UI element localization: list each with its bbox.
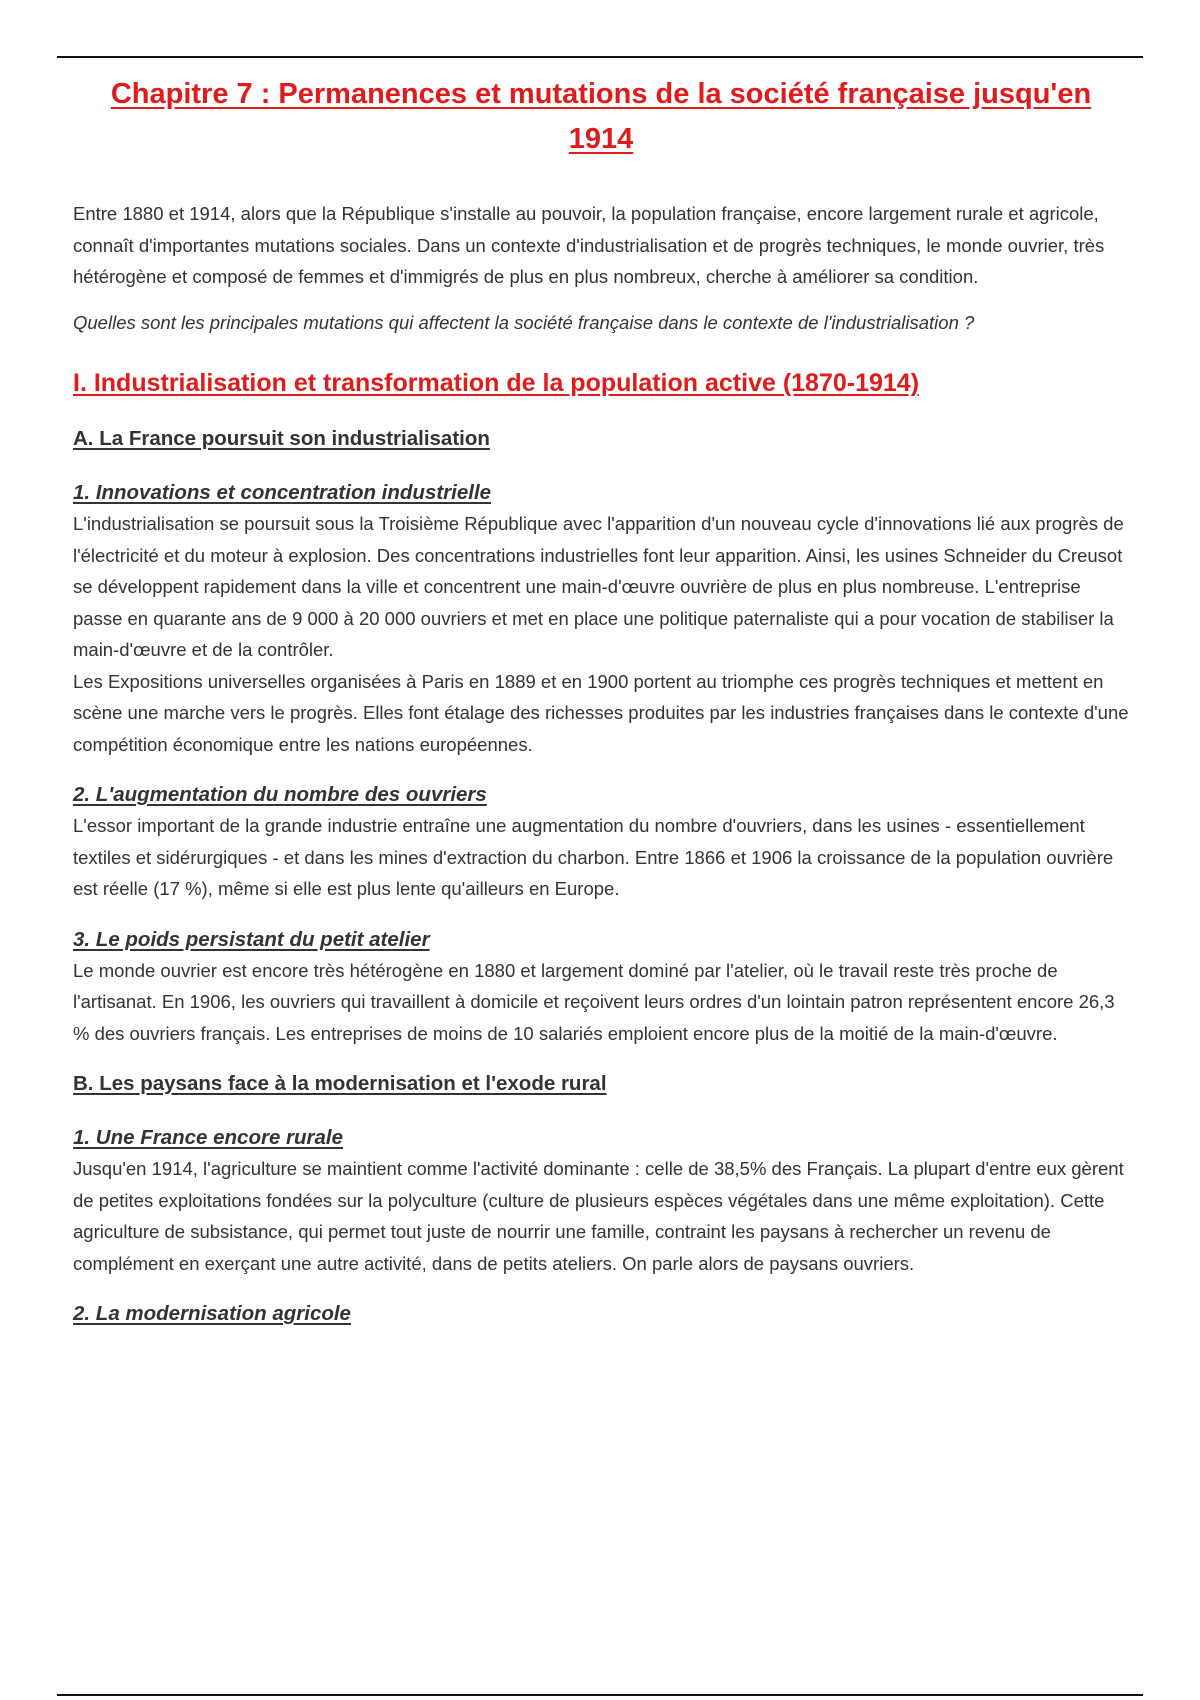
part-a-sub-2-paragraph-1: L'essor important de la grande industrie entraîne une augmentation du nombre d'ouvriers, dans les usines - essentiellement textiles et sidérurgiques - et dans les mines d'extraction du charbon. Entre 1866 et 1906 la croissance de la population ouvrière est réelle (17 %), même si elle est plus lente qu'ailleurs en Europe.: [73, 815, 1114, 899]
chapter-title-line-1: Chapitre 7 : Permanences et mutations de la société française jusqu'en: [110, 78, 1092, 110]
intro-paragraph: Entre 1880 et 1914, alors que la République s'installe au pouvoir, la population française, encore largement rurale et agricole, connaît d'importantes mutations sociales. Dans un contexte d'industrialisation et de progrès techniques, le monde ouvrier, très hétérogène et composé de femmes et d'immigrés de plus en plus nombreux, cherche à améliorer sa condition.: [73, 203, 1105, 287]
top-rule: [57, 56, 1143, 58]
part-a-sub-1-title: 1. Innovations et concentration industrielle: [73, 481, 492, 504]
problem-question: Quelles sont les principales mutations qui affectent la société française dans le contexte de l'industrialisation ?: [73, 311, 975, 333]
part-a-title: A. La France poursuit son industrialisation: [73, 427, 490, 450]
chapter-title-line-2: 1914: [568, 123, 634, 155]
part-a-sub-3-paragraph-1: Le monde ouvrier est encore très hétérogène en 1880 et largement dominé par l'atelier, où le travail reste très proche de l'artisanat. En 1906, les ouvriers qui travaillent à domicile et reçoivent leurs ordres d'un lointain patron représentent encore 26,3 % des ouvriers français. Les entreprises de moins de 10 salariés emploient encore plus de la moitié de la main-d'œuvre.: [73, 959, 1115, 1044]
part-a-sub-1-paragraph-1: L'industrialisation se poursuit sous la Troisième République avec l'apparition d'un nouveau cycle d'innovations lié aux progrès de l'électricité et du moteur à explosion. Des concentrations industrielles font leur apparition. Ainsi, les usines Schneider du Creusot se développent rapidement dans la ville et concentrent une main-d'œuvre ouvrière de plus en plus nombreuse. L'entreprise passe en quarante ans de 9 000 à 20 000 ouvriers et met en place une politique paternaliste qui a pour vocation de stabiliser la main-d'œuvre et de la contrôler.: [73, 513, 1124, 660]
bottom-rule: [57, 1694, 1143, 1696]
chapter-title: [73, 72, 1129, 162]
part-b-sub-1-title: 1. Une France encore rurale: [73, 1126, 344, 1149]
part-a-sub-1-paragraph-2: Les Expositions universelles organisées à Paris en 1889 et en 1900 portent au triomphe ces progrès techniques et mettent en scène une marche vers le progrès. Elles font étalage des richesses produites par les industries françaises dans le contexte d'une compétition économique entre les nations européennes.: [73, 670, 1129, 755]
part-a-sub-3-title: 3. Le poids persistant du petit atelier: [73, 927, 430, 951]
part-b-title: B. Les paysans face à la modernisation et l'exode rural: [73, 1072, 607, 1095]
part-a-sub-2-title: 2. L'augmentation du nombre des ouvriers: [73, 783, 487, 806]
part-b-sub-2-title: 2. La modernisation agricole: [73, 1302, 351, 1325]
section-1-title: I. Industrialisation et transformation de la population active (1870-1914): [73, 369, 920, 397]
document-page: [73, 72, 1129, 1329]
part-b-sub-1-paragraph-1: Jusqu'en 1914, l'agriculture se maintient comme l'activité dominante : celle de 38,5% des Français. La plupart d'entre eux gèrent de petites exploitations fondées sur la polyculture (culture de plusieurs espèces végétales dans une même exploitation). Cette agriculture de subsistance, qui permet tout juste de nourrir une famille, contraint les paysans à rechercher un revenu de complément en exerçant une autre activité, dans de petits ateliers. On parle alors de paysans ouvriers.: [73, 1158, 1124, 1274]
